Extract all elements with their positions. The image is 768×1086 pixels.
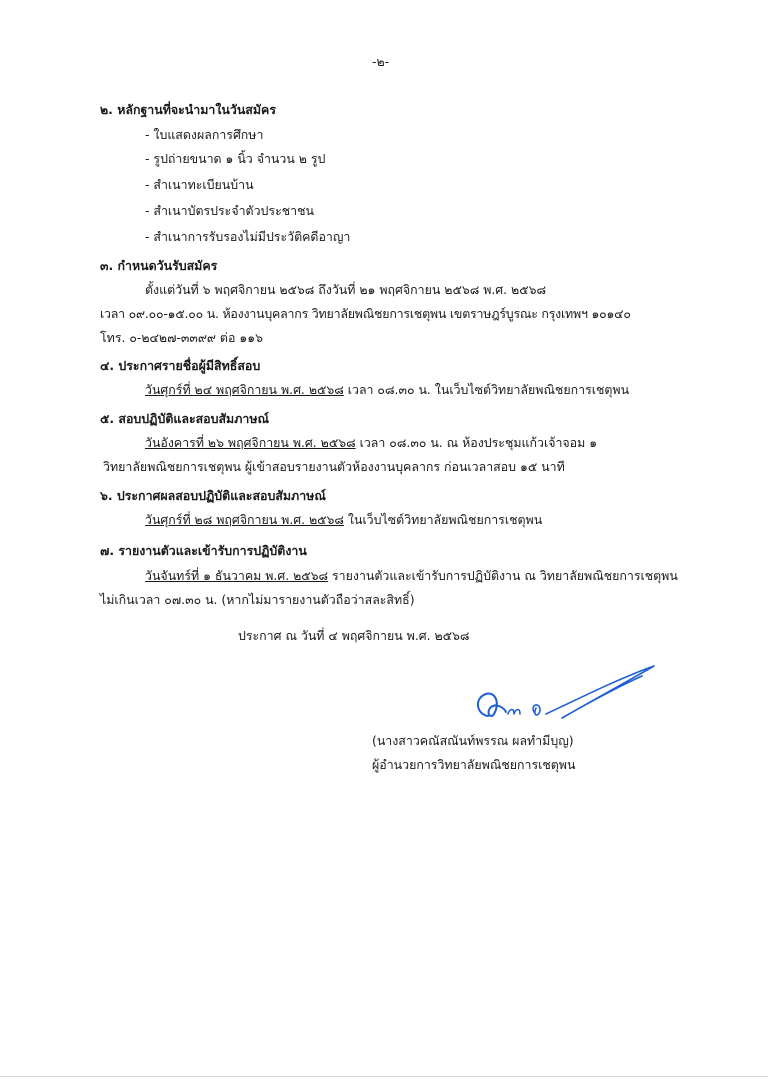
section-4-detail: เวลา ๐๘.๓๐ น. ในเว็บไซต์วิทยาลัยพณิชยการเชตุพน — [347, 382, 630, 397]
list-item: - สำเนาการรับรองไม่มีประวัติคดีอาญา — [145, 229, 351, 244]
section-4-date: วันศุกร์ที่ ๒๔ พฤศจิกายน พ.ศ. ๒๕๖๘ — [145, 382, 344, 397]
contact-phone: โทร. ๐-๒๔๒๗-๓๓๙๙ ต่อ ๑๑๖ — [100, 330, 263, 345]
list-item: - สำเนาบัตรประจำตัวประชาชน — [145, 203, 314, 218]
signer-position: ผู้อำนวยการวิทยาลัยพณิชยการเชตุพน — [372, 757, 576, 772]
section-5-body — [145, 435, 597, 451]
section-6-heading: ๖. ประกาศผลสอบปฏิบัติและสอบสัมภาษณ์ — [100, 488, 326, 503]
section-7-detail: รายงานตัวและเข้ารับการปฏิบัติงาน ณ วิทยาลัยพณิชยการเชตุพน — [332, 568, 678, 583]
section-6-date: วันศุกร์ที่ ๒๘ พฤศจิกายน พ.ศ. ๒๕๖๘ — [145, 512, 344, 527]
section-5-line2: วิทยาลัยพณิชยการเชตุพน ผู้เข้าสอบรายงานตัวห้องงานบุคลากร ก่อนเวลาสอบ ๑๕ นาที — [103, 459, 565, 474]
section-2-heading: ๒. หลักฐานที่จะนำมาในวันสมัคร — [100, 102, 276, 117]
list-item: - สำเนาทะเบียนบ้าน — [145, 177, 254, 192]
section-3-heading: ๓. กำหนดวันรับสมัคร — [100, 258, 218, 273]
application-period: ตั้งแต่วันที่ ๖ พฤศจิกายน ๒๕๖๘ ถึงวันที่ ๒๑ พฤศจิกายน ๒๕๖๘ พ.ศ. ๒๕๖๘ — [145, 282, 547, 297]
section-4-body — [145, 382, 629, 398]
section-7-heading: ๗. รายงานตัวและเข้ารับการปฏิบัติงาน — [100, 543, 307, 558]
section-7-date: วันจันทร์ที่ ๑ ธันวาคม พ.ศ. ๒๕๖๘ — [145, 568, 329, 583]
section-5-detail: เวลา ๐๘.๓๐ น. ณ ห้องประชุมแก้วเจ้าจอม ๑ — [359, 435, 598, 450]
signer-name: (นางสาวคณัสณันท์พรรณ ผลทำมีบุญ) — [372, 733, 574, 748]
section-5-date: วันอังคารที่ ๒๖ พฤศจิกายน พ.ศ. ๒๕๖๘ — [145, 435, 356, 450]
list-item: - ใบแสดงผลการศึกษา — [145, 127, 264, 142]
page-number: -๒- — [372, 54, 390, 69]
section-5-heading: ๕. สอบปฏิบัติและสอบสัมภาษณ์ — [100, 411, 269, 426]
announcement-date: ประกาศ ณ วันที่ ๔ พฤศจิกายน พ.ศ. ๒๕๖๘ — [238, 628, 470, 643]
section-6-detail: ในเว็บไซต์วิทยาลัยพณิชยการเชตุพน — [347, 512, 543, 527]
section-7-line2: ไม่เกินเวลา ๐๗.๓๐ น. (หากไม่มารายงานตัวถือว่าสละสิทธิ์) — [100, 592, 415, 607]
signature-strokes — [478, 666, 654, 718]
section-7-body — [145, 568, 678, 584]
signature-image — [470, 658, 660, 728]
page-edge-line — [0, 1076, 768, 1077]
application-time-place: เวลา ๐๙.๐๐-๑๕.๐๐ น. ห้องงานบุคลากร วิทยาลัยพณิชยการเชตุพน เขตราษฎร์บูรณะ กรุงเทพฯ ๑๐๑๔๐ — [100, 306, 631, 321]
section-4-heading: ๔. ประกาศรายชื่อผู้มีสิทธิ์สอบ — [100, 358, 261, 373]
section-6-body — [145, 512, 542, 528]
list-item: - รูปถ่ายขนาด ๑ นิ้ว จำนวน ๒ รูป — [145, 151, 326, 166]
